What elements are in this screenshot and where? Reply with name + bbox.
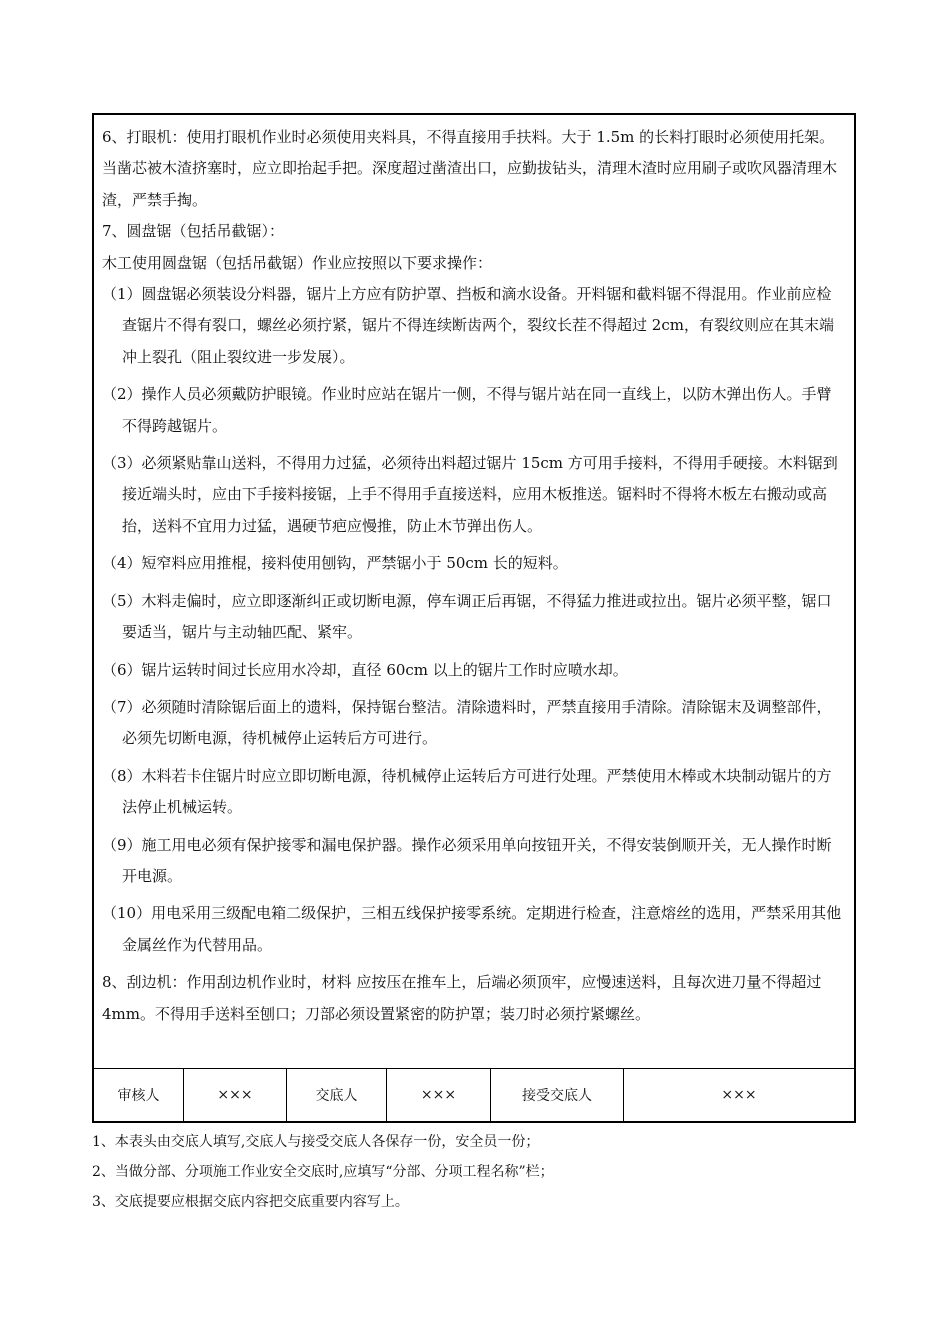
reviewer-label: 审核人 [94,1069,184,1121]
signature-row [94,1069,854,1121]
sub-item-7: （7）必须随时清除锯后面上的遗料，保持锯台整洁。清除遗料时，严禁直接用手清除。清除锯末及调整部件，必须先切断电源，待机械停止运转后方可进行。 [102,697,832,748]
sub-item-4: （4）短窄料应用推棍，接料使用刨钩，严禁锯小于 50cm 长的短料。 [102,554,568,573]
item-8-edge-planer: 8、刮边机：作用刮边机作业时，材料 应按压在推车上，后端必须顶牢，应慢速送料，且每次进刀量不得超过 4mm。不得用手送料至刨口；刀部必须设置紧密的防护罩；装刀时必须拧紧螺丝。 [102,973,822,1023]
sub-item-2: （2）操作人员必须戴防护眼镜。作业时应站在锯片一侧，不得与锯片站在同一直线上，以防木弹出伤人。手臂不得跨越锯片。 [102,385,832,435]
sub-item-1: （1）圆盘锯必须装设分料器，锯片上方应有防护罩、挡板和滴水设备。开料锯和截料锯不得混用。作业前应检查锯片不得有裂口，螺丝必须拧紧，锯片不得连续断齿两个，裂纹长茬不得超过 2cm，有裂纹则应在其末端冲上裂孔（阻止裂纹进一步发展）。 [102,285,834,366]
item-6-drilling-machine: 6、打眼机：使用打眼机作业时必须使用夹料具，不得直接用手扶料。大于 1.5m 的长料打眼时必须使用托架。当凿芯被木渣挤塞时，应立即抬起手把。深度超过凿渣出口，应勤拔钻头，清理木渣时应用刷子或吹风器清理木渣，严禁手掏。 [102,128,838,209]
footnote-3: 3、交底提要应根据交底内容把交底重要内容写上。 [92,1194,409,1210]
sub-item-3: （3）必须紧贴靠山送料，不得用力过猛，必须待出料超过锯片 15cm 方可用手接料，不得用手硬接。木料锯到接近端头时，应由下手接料接锯，上手不得用手直接送料，应用木板推送。锯料时不得将木板左右搬动或高抬，送料不宜用力过猛，遇硬节疤应慢推，防止木节弹出伤人。 [102,454,838,535]
item-7-intro: 木工使用圆盘锯（包括吊截锯）作业应按照以下要求操作： [102,253,493,272]
footnote-2: 2、当做分部、分项施工作业安全交底时,应填写“分部、分项工程名称”栏； [92,1164,554,1180]
sub-item-6: （6）锯片运转时间过长应用水冷却，直径 60cm 以上的锯片工作时应喷水却。 [102,660,628,679]
disclosure-form [92,113,856,1123]
discloser-value: ××× [387,1069,491,1121]
footnotes [92,1127,862,1217]
discloser-label: 交底人 [287,1069,387,1121]
sub-item-5: （5）木料走偏时，应立即逐渐纠正或切断电源，停车调正后再锯，不得猛力推进或拉出。锯片必须平整，锯口要适当，锯片与主动轴匹配、紧牢。 [102,591,832,642]
item-7-heading: 7、圆盘锯（包括吊截锯）： [102,222,285,241]
reviewer-value: ××× [184,1069,287,1121]
receiver-value: ××× [721,1087,757,1103]
sub-item-8: （8）木料若卡住锯片时应立即切断电源，待机械停止运转后方可进行处理。严禁使用木棒或木块制动锯片的方法停止机械运转。 [102,766,832,817]
disclosure-content [94,115,854,1069]
sub-item-9: （9）施工用电必须有保护接零和漏电保护器。操作必须采用单向按钮开关，不得安装倒顺开关，无人操作时断开电源。 [102,835,832,885]
footnote-1: 1、本表头由交底人填写,交底人与接受交底人各保存一份，安全员一份； [92,1134,540,1150]
sub-item-10: （10）用电采用三级配电箱二级保护，三相五线保护接零系统。定期进行检查，注意熔丝的选用，严禁采用其他金属丝作为代替用品。 [102,904,842,954]
receiver-label: 接受交底人 [491,1069,624,1121]
